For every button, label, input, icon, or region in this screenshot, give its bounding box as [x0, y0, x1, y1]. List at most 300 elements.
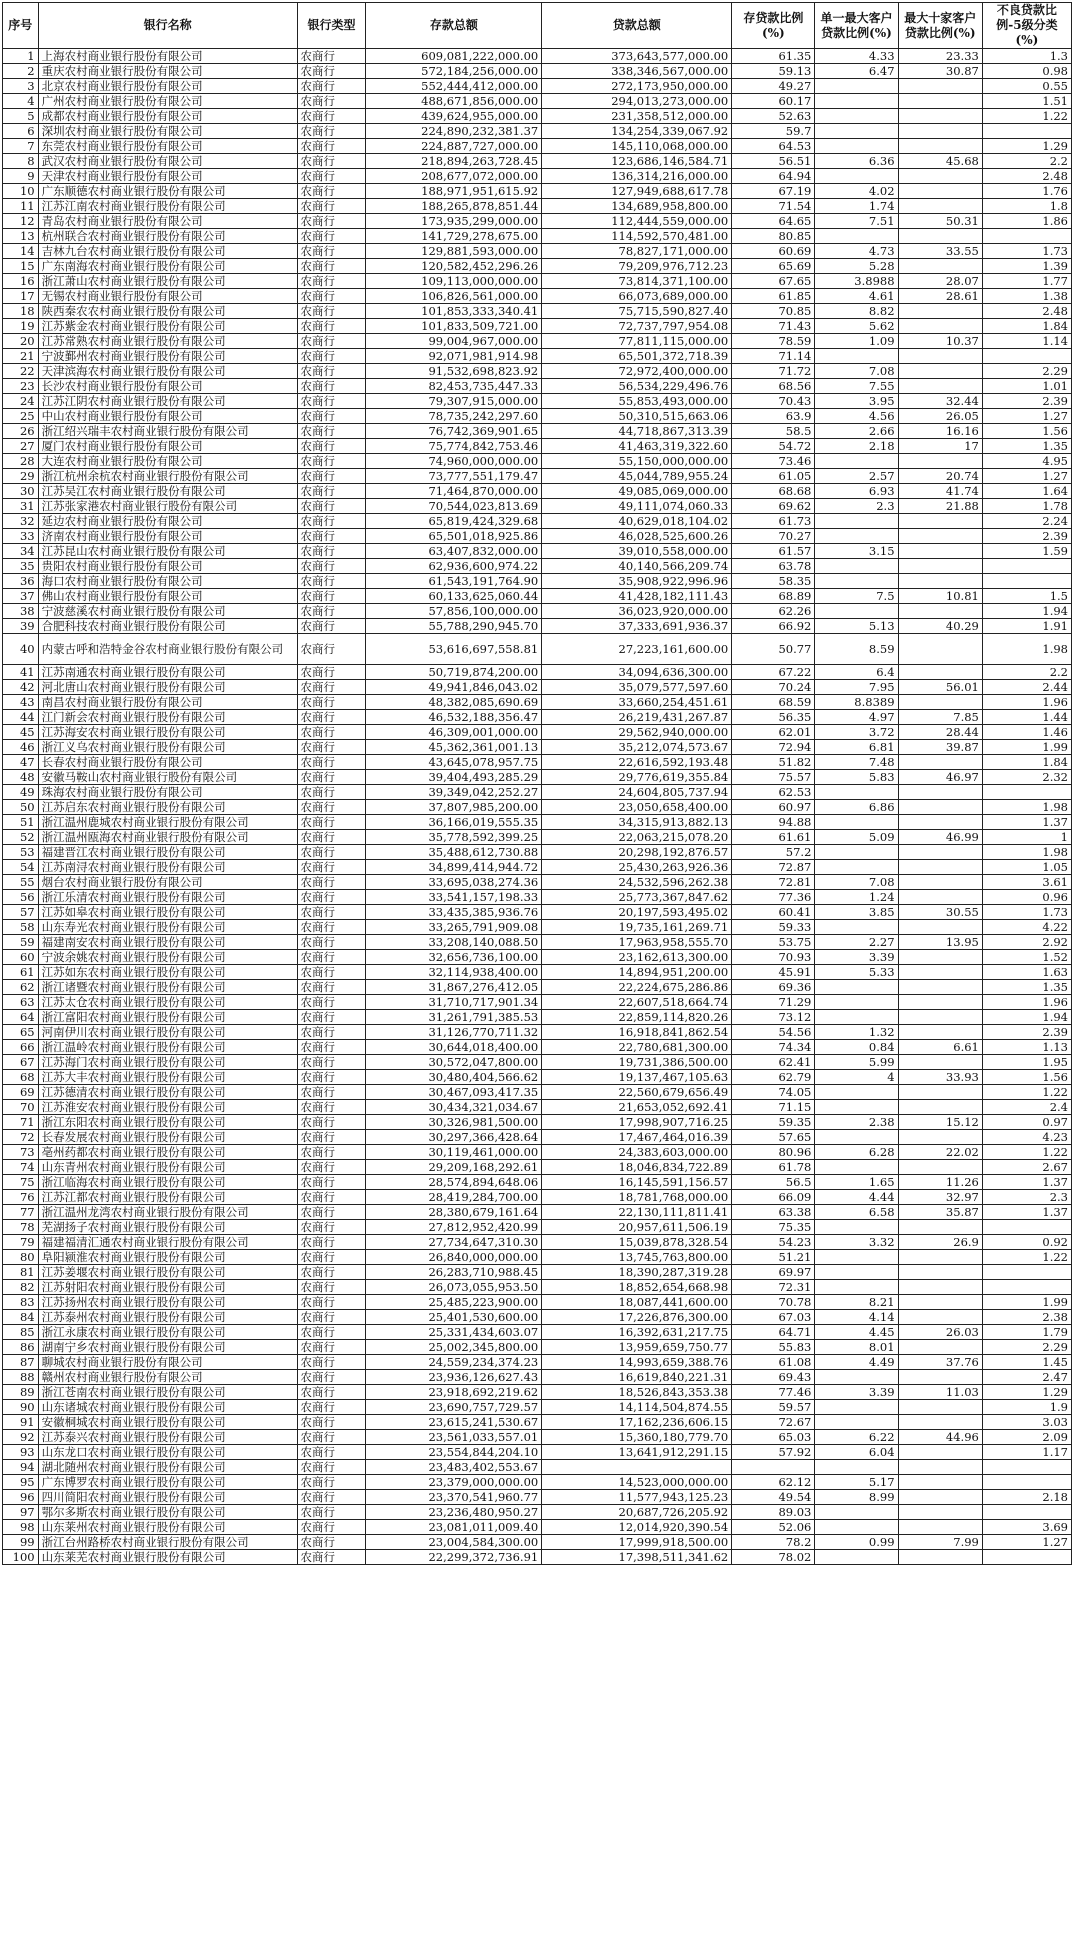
cell-bank-name: 江苏吴江农村商业银行股份有限公司	[38, 484, 297, 499]
cell-top10-customer-ratio: 11.26	[898, 1175, 982, 1190]
table-row	[3, 334, 1072, 349]
cell-top10-customer-ratio	[898, 950, 982, 965]
cell-npl-ratio: 2.24	[982, 514, 1071, 529]
cell-top10-customer-ratio: 16.16	[898, 424, 982, 439]
cell-loan-deposit-ratio: 57.92	[732, 1445, 815, 1460]
cell-no: 39	[3, 619, 39, 634]
cell-bank-name: 湖北随州农村商业银行股份有限公司	[38, 1460, 297, 1475]
cell-loan-deposit-ratio: 62.53	[732, 785, 815, 800]
cell-single-customer-ratio: 7.48	[815, 755, 898, 770]
cell-single-customer-ratio: 4.49	[815, 1355, 898, 1370]
cell-loan-deposit-ratio: 73.46	[732, 454, 815, 469]
cell-deposits: 27,812,952,420.99	[366, 1220, 542, 1235]
cell-npl-ratio: 4.23	[982, 1130, 1071, 1145]
cell-bank-type: 农商行	[297, 1220, 366, 1235]
cell-loans: 46,028,525,600.26	[542, 529, 732, 544]
cell-bank-name: 江苏江阴农村商业银行股份有限公司	[38, 394, 297, 409]
cell-loan-deposit-ratio: 78.59	[732, 334, 815, 349]
table-row	[3, 49, 1072, 64]
cell-bank-name: 长春农村商业银行股份有限公司	[38, 755, 297, 770]
cell-loans: 20,298,192,876.57	[542, 845, 732, 860]
cell-deposits: 23,236,480,950.27	[366, 1505, 542, 1520]
table-row	[3, 574, 1072, 589]
cell-npl-ratio: 2.39	[982, 394, 1071, 409]
cell-bank-name: 上海农村商业银行股份有限公司	[38, 49, 297, 64]
cell-bank-name: 海口农村商业银行股份有限公司	[38, 574, 297, 589]
table-row	[3, 364, 1072, 379]
cell-npl-ratio	[982, 1220, 1071, 1235]
cell-deposits: 45,362,361,001.13	[366, 740, 542, 755]
cell-loans: 17,398,511,341.62	[542, 1550, 732, 1565]
cell-top10-customer-ratio	[898, 529, 982, 544]
cell-no: 28	[3, 454, 39, 469]
cell-single-customer-ratio: 7.51	[815, 214, 898, 229]
cell-single-customer-ratio	[815, 454, 898, 469]
table-row	[3, 484, 1072, 499]
table-row	[3, 1145, 1072, 1160]
cell-loans: 29,776,619,355.84	[542, 770, 732, 785]
cell-top10-customer-ratio	[898, 860, 982, 875]
cell-npl-ratio: 1.39	[982, 259, 1071, 274]
cell-top10-customer-ratio	[898, 1400, 982, 1415]
cell-deposits: 39,404,493,285.29	[366, 770, 542, 785]
cell-deposits: 82,453,735,447.33	[366, 379, 542, 394]
cell-loan-deposit-ratio: 58.35	[732, 574, 815, 589]
cell-loans: 136,314,216,000.00	[542, 169, 732, 184]
cell-bank-name: 浙江温州瓯海农村商业银行股份有限公司	[38, 830, 297, 845]
cell-no: 40	[3, 634, 39, 665]
cell-deposits: 25,002,345,800.00	[366, 1340, 542, 1355]
cell-bank-type: 农商行	[297, 845, 366, 860]
cell-loan-deposit-ratio: 71.54	[732, 199, 815, 214]
cell-loans: 24,532,596,262.38	[542, 875, 732, 890]
cell-npl-ratio: 1.76	[982, 184, 1071, 199]
cell-deposits: 31,867,276,412.05	[366, 980, 542, 995]
cell-no: 18	[3, 304, 39, 319]
cell-no: 37	[3, 589, 39, 604]
cell-top10-customer-ratio: 10.37	[898, 334, 982, 349]
cell-loan-deposit-ratio	[732, 1460, 815, 1475]
cell-bank-name: 浙江台州路桥农村商业银行股份有限公司	[38, 1535, 297, 1550]
cell-loan-deposit-ratio: 60.41	[732, 905, 815, 920]
cell-top10-customer-ratio	[898, 1490, 982, 1505]
cell-loan-deposit-ratio: 73.12	[732, 1010, 815, 1025]
cell-top10-customer-ratio	[898, 1250, 982, 1265]
cell-bank-type: 农商行	[297, 544, 366, 559]
cell-top10-customer-ratio	[898, 1310, 982, 1325]
cell-bank-name: 河南伊川农村商业银行股份有限公司	[38, 1025, 297, 1040]
cell-deposits: 79,307,915,000.00	[366, 394, 542, 409]
cell-npl-ratio	[982, 1460, 1071, 1475]
cell-deposits: 23,561,033,557.01	[366, 1430, 542, 1445]
cell-loan-deposit-ratio: 71.43	[732, 319, 815, 334]
cell-npl-ratio: 0.97	[982, 1115, 1071, 1130]
cell-single-customer-ratio: 1.32	[815, 1025, 898, 1040]
cell-bank-type: 农商行	[297, 770, 366, 785]
cell-loans: 18,526,843,353.38	[542, 1385, 732, 1400]
cell-no: 71	[3, 1115, 39, 1130]
cell-bank-type: 农商行	[297, 94, 366, 109]
table-row	[3, 1100, 1072, 1115]
cell-bank-name: 山东寿光农村商业银行股份有限公司	[38, 920, 297, 935]
cell-single-customer-ratio	[815, 1370, 898, 1385]
cell-no: 42	[3, 680, 39, 695]
cell-loan-deposit-ratio: 69.97	[732, 1265, 815, 1280]
cell-single-customer-ratio: 4.97	[815, 710, 898, 725]
cell-single-customer-ratio	[815, 1010, 898, 1025]
table-row	[3, 1400, 1072, 1415]
cell-bank-type: 农商行	[297, 680, 366, 695]
cell-no: 26	[3, 424, 39, 439]
table-row	[3, 1010, 1072, 1025]
cell-npl-ratio: 1.99	[982, 740, 1071, 755]
cell-no: 78	[3, 1220, 39, 1235]
cell-bank-name: 浙江绍兴瑞丰农村商业银行股份有限公司	[38, 424, 297, 439]
cell-bank-type: 农商行	[297, 785, 366, 800]
cell-loans: 40,140,566,209.74	[542, 559, 732, 574]
cell-single-customer-ratio: 4.73	[815, 244, 898, 259]
cell-loans: 127,949,688,617.78	[542, 184, 732, 199]
cell-bank-name: 天津农村商业银行股份有限公司	[38, 169, 297, 184]
cell-loan-deposit-ratio: 74.05	[732, 1085, 815, 1100]
cell-single-customer-ratio	[815, 559, 898, 574]
cell-deposits: 26,840,000,000.00	[366, 1250, 542, 1265]
cell-npl-ratio: 1.13	[982, 1040, 1071, 1055]
cell-top10-customer-ratio: 35.87	[898, 1205, 982, 1220]
cell-bank-name: 浙江杭州余杭农村商业银行股份有限公司	[38, 469, 297, 484]
cell-no: 80	[3, 1250, 39, 1265]
cell-single-customer-ratio	[815, 860, 898, 875]
cell-loans: 22,607,518,664.74	[542, 995, 732, 1010]
cell-bank-name: 广东博罗农村商业银行股份有限公司	[38, 1475, 297, 1490]
cell-npl-ratio: 0.92	[982, 1235, 1071, 1250]
cell-single-customer-ratio	[815, 109, 898, 124]
cell-top10-customer-ratio	[898, 1505, 982, 1520]
cell-loan-deposit-ratio: 65.03	[732, 1430, 815, 1445]
cell-deposits: 31,126,770,711.32	[366, 1025, 542, 1040]
cell-bank-type: 农商行	[297, 274, 366, 289]
cell-deposits: 30,480,404,566.62	[366, 1070, 542, 1085]
cell-loans: 23,050,658,400.00	[542, 800, 732, 815]
cell-loans: 18,087,441,600.00	[542, 1295, 732, 1310]
cell-no: 23	[3, 379, 39, 394]
cell-loan-deposit-ratio: 59.35	[732, 1115, 815, 1130]
cell-loan-deposit-ratio: 80.96	[732, 1145, 815, 1160]
cell-npl-ratio: 1.37	[982, 1205, 1071, 1220]
cell-npl-ratio: 3.69	[982, 1520, 1071, 1535]
cell-single-customer-ratio	[815, 1265, 898, 1280]
cell-bank-name: 成都农村商业银行股份有限公司	[38, 109, 297, 124]
cell-bank-type: 农商行	[297, 950, 366, 965]
table-row	[3, 905, 1072, 920]
cell-npl-ratio: 4.22	[982, 920, 1071, 935]
cell-npl-ratio: 2.09	[982, 1430, 1071, 1445]
cell-bank-name: 深圳农村商业银行股份有限公司	[38, 124, 297, 139]
cell-bank-type: 农商行	[297, 1520, 366, 1535]
cell-bank-name: 阜阳颍淮农村商业银行股份有限公司	[38, 1250, 297, 1265]
cell-no: 30	[3, 484, 39, 499]
cell-single-customer-ratio: 8.21	[815, 1295, 898, 1310]
cell-bank-type: 农商行	[297, 124, 366, 139]
cell-npl-ratio: 2.48	[982, 304, 1071, 319]
cell-loan-deposit-ratio: 49.27	[732, 79, 815, 94]
cell-bank-name: 江苏江南农村商业银行股份有限公司	[38, 199, 297, 214]
cell-bank-type: 农商行	[297, 304, 366, 319]
cell-no: 10	[3, 184, 39, 199]
cell-deposits: 23,004,584,300.00	[366, 1535, 542, 1550]
cell-npl-ratio: 1.29	[982, 139, 1071, 154]
cell-bank-name: 江苏常熟农村商业银行股份有限公司	[38, 334, 297, 349]
cell-loan-deposit-ratio: 66.09	[732, 1190, 815, 1205]
cell-loans: 35,908,922,996.96	[542, 574, 732, 589]
cell-no: 2	[3, 64, 39, 79]
cell-npl-ratio	[982, 124, 1071, 139]
cell-no: 21	[3, 349, 39, 364]
cell-no: 16	[3, 274, 39, 289]
cell-loans: 17,998,907,716.25	[542, 1115, 732, 1130]
cell-top10-customer-ratio: 33.55	[898, 244, 982, 259]
cell-bank-type: 农商行	[297, 1475, 366, 1490]
cell-single-customer-ratio: 6.58	[815, 1205, 898, 1220]
cell-no: 73	[3, 1145, 39, 1160]
cell-bank-type: 农商行	[297, 409, 366, 424]
cell-loans: 231,358,512,000.00	[542, 109, 732, 124]
cell-bank-type: 农商行	[297, 1205, 366, 1220]
cell-top10-customer-ratio	[898, 845, 982, 860]
cell-npl-ratio: 1.5	[982, 589, 1071, 604]
cell-deposits: 101,833,509,721.00	[366, 319, 542, 334]
table-row	[3, 1310, 1072, 1325]
cell-no: 31	[3, 499, 39, 514]
cell-top10-customer-ratio: 30.87	[898, 64, 982, 79]
table-row	[3, 589, 1072, 604]
cell-bank-name: 武汉农村商业银行股份有限公司	[38, 154, 297, 169]
cell-npl-ratio: 1.52	[982, 950, 1071, 965]
cell-deposits: 31,261,791,385.53	[366, 1010, 542, 1025]
cell-loan-deposit-ratio: 68.68	[732, 484, 815, 499]
cell-top10-customer-ratio	[898, 319, 982, 334]
cell-bank-name: 陕西秦农农村商业银行股份有限公司	[38, 304, 297, 319]
table-row	[3, 379, 1072, 394]
cell-top10-customer-ratio	[898, 695, 982, 710]
cell-single-customer-ratio	[815, 169, 898, 184]
cell-deposits: 55,788,290,945.70	[366, 619, 542, 634]
cell-loan-deposit-ratio: 54.56	[732, 1025, 815, 1040]
cell-single-customer-ratio: 8.01	[815, 1340, 898, 1355]
cell-loan-deposit-ratio: 68.56	[732, 379, 815, 394]
cell-deposits: 30,326,981,500.00	[366, 1115, 542, 1130]
cell-single-customer-ratio: 3.39	[815, 1385, 898, 1400]
cell-no: 63	[3, 995, 39, 1010]
cell-deposits: 60,133,625,060.44	[366, 589, 542, 604]
table-row	[3, 1550, 1072, 1565]
cell-single-customer-ratio: 7.08	[815, 364, 898, 379]
cell-top10-customer-ratio	[898, 139, 982, 154]
cell-deposits: 23,918,692,219.62	[366, 1385, 542, 1400]
header-bank-type: 银行类型	[297, 3, 366, 49]
cell-top10-customer-ratio: 37.76	[898, 1355, 982, 1370]
cell-single-customer-ratio: 4.56	[815, 409, 898, 424]
cell-top10-customer-ratio: 7.99	[898, 1535, 982, 1550]
table-row	[3, 184, 1072, 199]
cell-bank-name: 鄂尔多斯农村商业银行股份有限公司	[38, 1505, 297, 1520]
table-row	[3, 1280, 1072, 1295]
table-row	[3, 1205, 1072, 1220]
cell-no: 17	[3, 289, 39, 304]
cell-loans: 66,073,689,000.00	[542, 289, 732, 304]
cell-bank-name: 浙江温岭农村商业银行股份有限公司	[38, 1040, 297, 1055]
cell-bank-type: 农商行	[297, 514, 366, 529]
cell-single-customer-ratio: 2.38	[815, 1115, 898, 1130]
cell-loan-deposit-ratio: 70.85	[732, 304, 815, 319]
cell-no: 82	[3, 1280, 39, 1295]
cell-no: 44	[3, 710, 39, 725]
cell-bank-type: 农商行	[297, 424, 366, 439]
cell-loans: 14,894,951,200.00	[542, 965, 732, 980]
cell-loan-deposit-ratio: 56.35	[732, 710, 815, 725]
cell-top10-customer-ratio: 26.03	[898, 1325, 982, 1340]
cell-deposits: 23,690,757,729.57	[366, 1400, 542, 1415]
table-row	[3, 1265, 1072, 1280]
cell-no: 43	[3, 695, 39, 710]
cell-top10-customer-ratio	[898, 259, 982, 274]
cell-top10-customer-ratio: 28.44	[898, 725, 982, 740]
cell-bank-name: 安徽马鞍山农村商业银行股份有限公司	[38, 770, 297, 785]
cell-top10-customer-ratio: 23.33	[898, 49, 982, 64]
cell-single-customer-ratio: 3.95	[815, 394, 898, 409]
cell-top10-customer-ratio: 32.44	[898, 394, 982, 409]
cell-bank-type: 农商行	[297, 1025, 366, 1040]
cell-loans: 114,592,570,481.00	[542, 229, 732, 244]
cell-loans: 34,094,636,300.00	[542, 665, 732, 680]
cell-single-customer-ratio: 5.17	[815, 1475, 898, 1490]
table-row	[3, 79, 1072, 94]
cell-single-customer-ratio: 5.62	[815, 319, 898, 334]
cell-loans: 26,219,431,267.87	[542, 710, 732, 725]
cell-loan-deposit-ratio: 69.36	[732, 980, 815, 995]
cell-single-customer-ratio: 6.81	[815, 740, 898, 755]
cell-loan-deposit-ratio: 72.31	[732, 1280, 815, 1295]
cell-loan-deposit-ratio: 45.91	[732, 965, 815, 980]
table-row	[3, 244, 1072, 259]
cell-top10-customer-ratio	[898, 94, 982, 109]
cell-loan-deposit-ratio: 63.38	[732, 1205, 815, 1220]
cell-single-customer-ratio: 2.66	[815, 424, 898, 439]
cell-single-customer-ratio	[815, 514, 898, 529]
cell-loans: 50,310,515,663.06	[542, 409, 732, 424]
cell-loan-deposit-ratio: 71.29	[732, 995, 815, 1010]
cell-npl-ratio: 1	[982, 830, 1071, 845]
cell-npl-ratio: 2.48	[982, 169, 1071, 184]
cell-loans: 37,333,691,936.37	[542, 619, 732, 634]
table-row	[3, 454, 1072, 469]
cell-bank-name: 广东顺德农村商业银行股份有限公司	[38, 184, 297, 199]
table-row	[3, 559, 1072, 574]
cell-top10-customer-ratio	[898, 1055, 982, 1070]
table-row	[3, 1325, 1072, 1340]
cell-deposits: 23,936,126,627.43	[366, 1370, 542, 1385]
cell-bank-type: 农商行	[297, 1115, 366, 1130]
cell-no: 36	[3, 574, 39, 589]
cell-bank-name: 无锡农村商业银行股份有限公司	[38, 289, 297, 304]
cell-loan-deposit-ratio: 77.46	[732, 1385, 815, 1400]
cell-bank-type: 农商行	[297, 499, 366, 514]
cell-deposits: 30,297,366,428.64	[366, 1130, 542, 1145]
cell-loan-deposit-ratio: 64.71	[732, 1325, 815, 1340]
table-row	[3, 409, 1072, 424]
table-row	[3, 169, 1072, 184]
cell-bank-type: 农商行	[297, 995, 366, 1010]
cell-loan-deposit-ratio: 75.35	[732, 1220, 815, 1235]
cell-bank-type: 农商行	[297, 935, 366, 950]
cell-deposits: 32,656,736,100.00	[366, 950, 542, 965]
cell-npl-ratio: 1.46	[982, 725, 1071, 740]
cell-npl-ratio: 2.32	[982, 770, 1071, 785]
table-body	[3, 49, 1072, 1565]
cell-top10-customer-ratio: 28.07	[898, 274, 982, 289]
cell-bank-type: 农商行	[297, 439, 366, 454]
cell-npl-ratio: 1.37	[982, 1175, 1071, 1190]
cell-no: 97	[3, 1505, 39, 1520]
table-row	[3, 124, 1072, 139]
cell-bank-name: 江苏太仓农村商业银行股份有限公司	[38, 995, 297, 1010]
cell-bank-name: 贵阳农村商业银行股份有限公司	[38, 559, 297, 574]
cell-loan-deposit-ratio: 64.94	[732, 169, 815, 184]
cell-loans: 13,641,912,291.15	[542, 1445, 732, 1460]
cell-top10-customer-ratio: 41.74	[898, 484, 982, 499]
cell-deposits: 22,299,372,736.91	[366, 1550, 542, 1565]
cell-bank-name: 山东莱州农村商业银行股份有限公司	[38, 1520, 297, 1535]
cell-single-customer-ratio: 4.45	[815, 1325, 898, 1340]
table-row	[3, 1115, 1072, 1130]
cell-deposits: 439,624,955,000.00	[366, 109, 542, 124]
cell-top10-customer-ratio	[898, 604, 982, 619]
cell-loan-deposit-ratio: 77.36	[732, 890, 815, 905]
cell-top10-customer-ratio	[898, 875, 982, 890]
cell-deposits: 141,729,278,675.00	[366, 229, 542, 244]
cell-bank-name: 江苏张家港农村商业银行股份有限公司	[38, 499, 297, 514]
cell-deposits: 57,856,100,000.00	[366, 604, 542, 619]
cell-top10-customer-ratio	[898, 169, 982, 184]
cell-deposits: 74,960,000,000.00	[366, 454, 542, 469]
cell-deposits: 46,532,188,356.47	[366, 710, 542, 725]
cell-bank-type: 农商行	[297, 1250, 366, 1265]
cell-no: 79	[3, 1235, 39, 1250]
cell-loan-deposit-ratio: 89.03	[732, 1505, 815, 1520]
cell-bank-type: 农商行	[297, 980, 366, 995]
cell-deposits: 78,735,242,297.60	[366, 409, 542, 424]
cell-npl-ratio: 1.27	[982, 469, 1071, 484]
cell-single-customer-ratio: 1.24	[815, 890, 898, 905]
cell-bank-type: 农商行	[297, 604, 366, 619]
cell-npl-ratio	[982, 1475, 1071, 1490]
cell-bank-type: 农商行	[297, 1295, 366, 1310]
cell-bank-name: 浙江乐清农村商业银行股份有限公司	[38, 890, 297, 905]
cell-npl-ratio: 1.35	[982, 980, 1071, 995]
cell-no: 15	[3, 259, 39, 274]
table-row	[3, 1295, 1072, 1310]
table-row	[3, 1220, 1072, 1235]
cell-no: 95	[3, 1475, 39, 1490]
cell-loan-deposit-ratio: 72.81	[732, 875, 815, 890]
cell-no: 64	[3, 1010, 39, 1025]
cell-no: 7	[3, 139, 39, 154]
cell-deposits: 75,774,842,753.46	[366, 439, 542, 454]
cell-deposits: 23,379,000,000.00	[366, 1475, 542, 1490]
cell-loans: 24,383,603,000.00	[542, 1145, 732, 1160]
table-row	[3, 619, 1072, 634]
cell-bank-name: 广东南海农村商业银行股份有限公司	[38, 259, 297, 274]
